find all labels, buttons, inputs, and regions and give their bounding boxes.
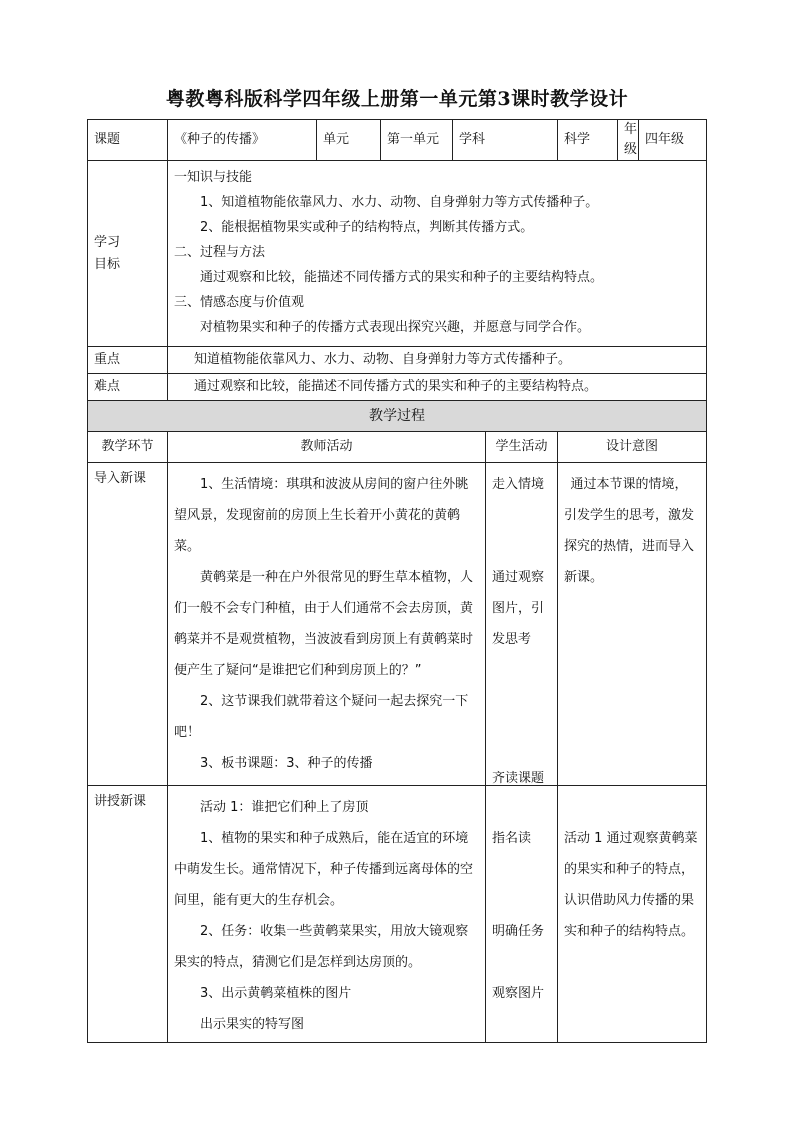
student-activity: 齐读课题 — [492, 771, 545, 786]
intro-row — [88, 463, 707, 786]
goal-line: 一知识与技能 — [174, 170, 253, 185]
goals-label: 学习 目标 — [88, 161, 168, 347]
goal-line: 通过观察和比较，能描述不同传播方式的果实和种子的主要结构特点。 — [200, 270, 604, 285]
student-activity: 观察图片 — [492, 986, 545, 1001]
goal-line: 二、过程与方法 — [174, 245, 266, 260]
difficulty-row — [88, 374, 707, 401]
lecture-row — [88, 786, 707, 1043]
header-student: 学生活动 — [486, 432, 558, 463]
page-title: 粤教粤科版科学四年级上册第一单元第3课时教学设计 — [165, 88, 629, 110]
teacher-paragraph: 3、出示黄鹌菜植株的图片 — [200, 986, 352, 1001]
unit-value: 第一单元 — [381, 120, 453, 161]
grade-label: 年级 — [618, 120, 639, 161]
intro-intent: 通过本节课的情境，引发学生的思考，激发探究的热情，进而导入新课。 — [558, 463, 707, 786]
student-activity: 明确任务 — [492, 924, 545, 939]
student-activity: 通过观察图片，引发思考 — [492, 570, 545, 647]
info-row — [88, 120, 707, 161]
goals-content — [168, 161, 707, 347]
course-label: 课题 — [88, 120, 168, 161]
teacher-paragraph: 2、任务：收集一些黄鹌菜果实，用放大镜观察果实的特点，猜测它们是怎样到达房顶的。 — [174, 924, 469, 970]
teacher-paragraph: 3、板书课题：3、种子的传播 — [200, 756, 373, 771]
header-intent: 设计意图 — [558, 432, 707, 463]
process-heading: 教学过程 — [88, 401, 707, 432]
lecture-student — [486, 786, 558, 1043]
goals-row — [88, 161, 707, 347]
unit-label: 单元 — [317, 120, 381, 161]
difficulty-label: 难点 — [88, 374, 168, 401]
goal-line: 2、能根据植物果实或种子的结构特点，判断其传播方式。 — [200, 220, 534, 235]
intro-stage: 导入新课 — [88, 463, 168, 786]
subject-label: 学科 — [453, 120, 558, 161]
teacher-paragraph: 1、生活情境：琪琪和波波从房间的窗户往外眺望风景，发现窗前的房顶上生长着开小黄花的黄鹌菜。 — [174, 477, 469, 554]
grade-value: 四年级 — [639, 120, 707, 161]
teacher-paragraph: 2、这节课我们就带着这个疑问一起去探究一下吧！ — [174, 694, 469, 740]
process-heading-row — [88, 401, 707, 432]
intro-student — [486, 463, 558, 786]
goal-line: 三、情感态度与价值观 — [174, 295, 305, 310]
header-teacher: 教师活动 — [168, 432, 486, 463]
teacher-paragraph: 1、植物的果实和种子成熟后，能在适宜的环境中萌发生长。通常情况下，种子传播到远离母体的空间里，能有更大的生存机会。 — [174, 831, 474, 908]
key-point-row — [88, 347, 707, 374]
key-point-text: 知道植物能依靠风力、水力、动物、自身弹射力等方式传播种子。 — [168, 347, 707, 374]
lesson-plan-table — [87, 119, 707, 1043]
lecture-teacher — [168, 786, 486, 1043]
subject-value: 科学 — [558, 120, 618, 161]
student-activity: 走入情境 — [492, 477, 545, 492]
header-stage: 教学环节 — [88, 432, 168, 463]
course-value: 《种子的传播》 — [168, 120, 317, 161]
intro-teacher — [168, 463, 486, 786]
teacher-paragraph: 活动 1：谁把它们种上了房顶 — [200, 800, 369, 815]
student-activity: 指名读 — [492, 831, 532, 846]
lecture-intent: 活动 1 通过观察黄鹌菜的果实和种子的特点，认识借助风力传播的果实和种子的结构特点。 — [558, 786, 707, 1043]
key-point-label: 重点 — [88, 347, 168, 374]
teacher-paragraph: 黄鹌菜是一种在户外很常见的野生草本植物，人们一般不会专门种植，由于人们通常不会去房顶，黄鹌菜并不是观赏植物，当波波看到房顶上有黄鹌菜时便产生了疑问“是谁把它们种到房顶上的？” — [174, 570, 474, 678]
teacher-paragraph: 出示果实的特写图 — [200, 1017, 305, 1032]
lecture-stage: 讲授新课 — [88, 786, 168, 1043]
process-header-row — [88, 432, 707, 463]
goal-line: 1、知道植物能依靠风力、水力、动物、自身弹射力等方式传播种子。 — [200, 195, 599, 210]
difficulty-text: 通过观察和比较，能描述不同传播方式的果实和种子的主要结构特点。 — [168, 374, 707, 401]
goal-line: 对植物果实和种子的传播方式表现出探究兴趣，并愿意与同学合作。 — [200, 320, 591, 335]
